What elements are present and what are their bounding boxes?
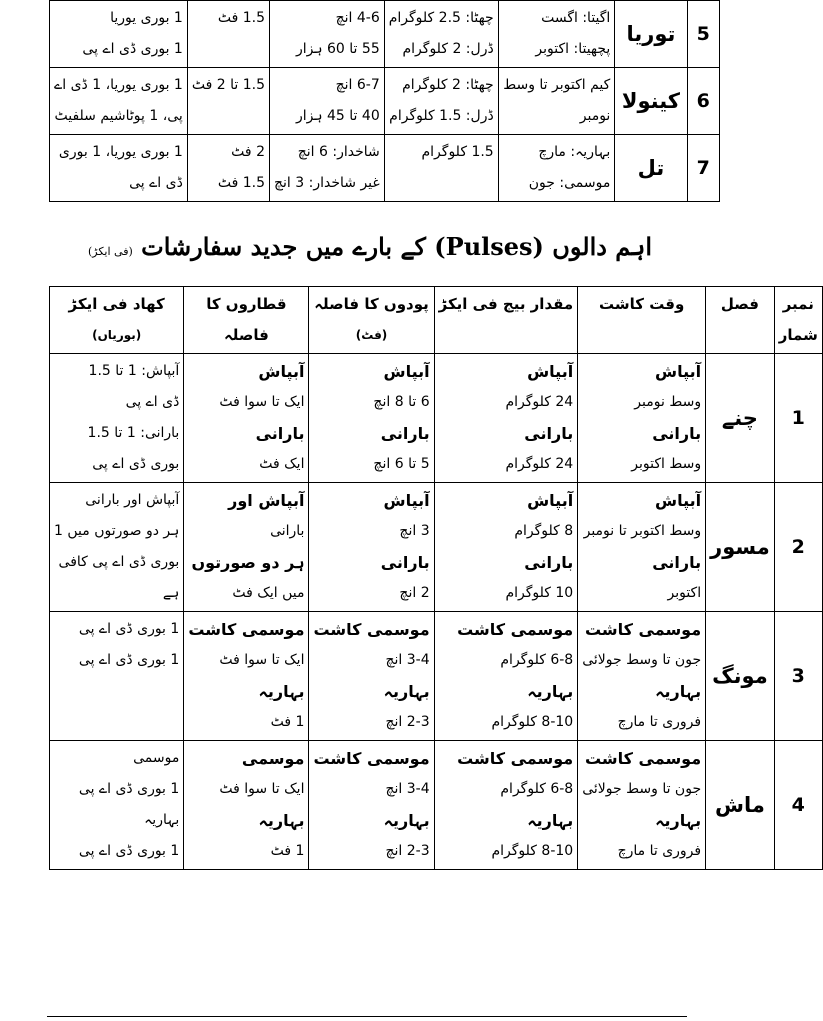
cell-line: 55 تا 60 ہزار xyxy=(295,41,380,57)
cell-line: ایک تا سوا فٹ xyxy=(219,781,305,797)
pulses-header-row xyxy=(50,287,823,354)
cell-line: ہر دو صورتوں xyxy=(191,553,305,572)
header-text: کھاد فی ایکڑ xyxy=(68,295,165,313)
header-text: فصل xyxy=(720,295,759,313)
crop-row xyxy=(50,68,720,135)
cell-line: ڈرل: 1.5 کلوگرام xyxy=(389,108,494,124)
cell-line: پچھیتا: اکتوبر xyxy=(535,41,611,57)
cell-line: کیم اکتوبر تا وسط xyxy=(503,77,611,93)
crop-name: ماش xyxy=(714,793,765,817)
cell-line: ڈی اے پی xyxy=(125,394,180,410)
crop-name: توریا xyxy=(626,22,676,46)
pulses-section-title xyxy=(60,232,680,261)
cell-line: بہاریہ xyxy=(383,811,430,830)
cell-num xyxy=(687,1,719,68)
cell-line: بہاریہ xyxy=(655,811,702,830)
cell-line: 3-4 انچ xyxy=(385,781,430,797)
cell-line: 5 تا 6 انچ xyxy=(373,456,430,472)
cell-line: فروری تا مارچ xyxy=(617,714,702,730)
cell-line: ایک فٹ xyxy=(259,456,305,472)
cell-line: 6 تا 8 انچ xyxy=(373,394,430,410)
cell-line: بہاریہ xyxy=(527,811,574,830)
cell-line: اگیتا: اگست xyxy=(541,10,611,26)
cell-line: وسط اکتوبر xyxy=(631,456,702,472)
cell-num xyxy=(774,354,822,483)
cell-line: نومبر xyxy=(579,108,611,124)
cell-line: موسمی کاشت xyxy=(457,620,574,639)
cell-time xyxy=(498,1,615,68)
cell-line: بارانی xyxy=(524,424,574,443)
header-text: وقت کاشت xyxy=(599,295,685,313)
crop-name: کینولا xyxy=(621,89,681,113)
cell-plant xyxy=(309,612,434,741)
cell-line: بہاریہ xyxy=(527,682,574,701)
cell-line: موسمی xyxy=(241,749,305,768)
cell-line: 1 فٹ xyxy=(270,714,305,730)
cell-line: بارانی xyxy=(652,553,702,572)
cell-line: 1.5 کلوگرام xyxy=(421,144,494,160)
cell-fert xyxy=(50,612,184,741)
header-text: فاصلہ xyxy=(223,326,269,344)
cell-line: موسمی کاشت xyxy=(584,620,702,639)
crop-row xyxy=(50,135,720,202)
cell-line: ایک تا سوا فٹ xyxy=(219,652,305,668)
upper-crop-table xyxy=(49,0,720,202)
cell-line: 4-6 انچ xyxy=(335,10,380,26)
cell-line: 1.5 تا 2 فٹ xyxy=(191,77,265,93)
cell-line: بوری ڈی اے پی کافی xyxy=(58,554,180,570)
cell-line: بارانی xyxy=(270,523,305,539)
cell-line: بارانی: 1 تا 1.5 xyxy=(87,425,180,441)
cell-line: 2 انچ xyxy=(399,585,430,601)
cell-row xyxy=(184,741,309,870)
cell-line: 40 تا 45 ہزار xyxy=(295,108,380,124)
cell-line: آبپاش: 1 تا 1.5 xyxy=(88,363,180,379)
header-text: (فٹ) xyxy=(355,328,388,342)
cell-line: ہے xyxy=(162,585,180,601)
row-number: 2 xyxy=(791,536,805,558)
cell-line: 1 بوری ڈی اے پی xyxy=(82,41,183,57)
cell-seed xyxy=(434,354,578,483)
row-number: 6 xyxy=(696,90,710,112)
row-number: 7 xyxy=(696,157,710,179)
cell-line: 1 بوری یوریا، 1 بوری xyxy=(58,144,183,160)
pulse-row xyxy=(50,612,823,741)
cell-row xyxy=(187,1,269,68)
cell-row xyxy=(187,68,269,135)
cell-fert xyxy=(50,354,184,483)
cell-line: 6-8 کلوگرام xyxy=(500,781,574,797)
cell-line: بہاریہ xyxy=(258,682,305,701)
cell-plant xyxy=(269,68,384,135)
cell-line: 10 کلوگرام xyxy=(505,585,574,601)
cell-line: 1 بوری ڈی اے پی xyxy=(78,652,180,668)
cell-line: 1 بوری یوریا xyxy=(110,10,183,26)
header-plant xyxy=(309,287,434,354)
cell-line: آبپاش xyxy=(383,362,430,381)
crop-name: مسور xyxy=(710,535,770,559)
cell-time xyxy=(578,612,706,741)
cell-num xyxy=(774,741,822,870)
row-number: 4 xyxy=(791,794,805,816)
cell-line: بہاریہ xyxy=(383,682,430,701)
cell-line: وسط اکتوبر تا نومبر xyxy=(583,523,702,539)
cell-line: اکتوبر xyxy=(667,585,702,601)
cell-line: 6-7 انچ xyxy=(335,77,380,93)
cell-time xyxy=(578,354,706,483)
cell-crop xyxy=(706,354,775,483)
row-number: 3 xyxy=(791,665,805,687)
cell-line: 2-3 انچ xyxy=(385,714,430,730)
cell-line: آبپاش اور xyxy=(228,491,305,510)
cell-line: موسمی کاشت xyxy=(313,749,430,768)
crop-name: تل xyxy=(637,156,665,180)
cell-line: ڈی اے پی xyxy=(129,175,183,191)
cell-line: آبپاش xyxy=(655,491,702,510)
crop-name: چنے xyxy=(721,406,758,430)
cell-seed xyxy=(384,68,498,135)
cell-seed xyxy=(434,612,578,741)
cell-line: 1.5 فٹ xyxy=(217,10,265,26)
cell-line: جون تا وسط جولائی xyxy=(582,652,702,668)
cell-line: موسمی کاشت xyxy=(457,749,574,768)
crop-row xyxy=(50,1,720,68)
cell-line: بارانی xyxy=(524,553,574,572)
cell-line: 1 بوری ڈی اے پی xyxy=(78,843,180,859)
cell-fert xyxy=(50,1,188,68)
header-text: شمار xyxy=(778,326,818,344)
cell-row xyxy=(187,135,269,202)
cell-line: 2-3 انچ xyxy=(385,843,430,859)
cell-line: 8-10 کلوگرام xyxy=(491,843,574,859)
cell-num xyxy=(687,68,719,135)
cell-time xyxy=(498,135,615,202)
cell-line: موسمی: جون xyxy=(528,175,611,191)
cell-line: بہاریہ xyxy=(258,811,305,830)
cell-line: میں ایک فٹ xyxy=(232,585,305,601)
cell-line: آبپاش xyxy=(527,362,574,381)
cell-seed xyxy=(384,1,498,68)
cell-line: 6-8 کلوگرام xyxy=(500,652,574,668)
cell-num xyxy=(687,135,719,202)
cell-line: بارانی xyxy=(380,424,430,443)
cell-line: 1 فٹ xyxy=(270,843,305,859)
cell-line: شاخدار: 6 انچ xyxy=(297,144,380,160)
cell-line: غیر شاخدار: 3 انچ xyxy=(273,175,380,191)
cell-crop xyxy=(615,1,687,68)
crop-name: مونگ xyxy=(712,664,768,688)
cell-line: چھٹا: 2 کلوگرام xyxy=(402,77,494,93)
pulses-title-text: اہم دالوں (Pulses) کے بارے میں جدید سفارشات xyxy=(141,232,653,261)
cell-line: آبپاش اور بارانی xyxy=(85,492,180,508)
cell-line: جون تا وسط جولائی xyxy=(582,781,702,797)
cell-line: ڈرل: 2 کلوگرام xyxy=(402,41,494,57)
cell-crop xyxy=(706,483,775,612)
cell-line: 1 بوری یوریا، 1 ڈی اے xyxy=(54,77,183,93)
cell-time xyxy=(498,68,615,135)
pulse-row xyxy=(50,483,823,612)
cell-line: آبپاش xyxy=(655,362,702,381)
cell-line: بارانی xyxy=(380,553,430,572)
cell-line: بارانی xyxy=(255,424,305,443)
cell-line: ایک تا سوا فٹ xyxy=(219,394,305,410)
cell-plant xyxy=(309,741,434,870)
cell-crop xyxy=(615,135,687,202)
header-row xyxy=(184,287,309,354)
cell-plant xyxy=(309,354,434,483)
cell-crop xyxy=(615,68,687,135)
header-fert xyxy=(50,287,184,354)
cell-line: موسمی xyxy=(133,750,180,766)
header-text: (بوریاں) xyxy=(92,328,142,342)
header-text: قطاروں کا xyxy=(206,295,287,313)
cell-line: 1 بوری ڈی اے پی xyxy=(78,781,180,797)
pulse-row xyxy=(50,354,823,483)
cell-line: آبپاش xyxy=(527,491,574,510)
header-text: پودوں کا فاصلہ xyxy=(314,295,429,313)
cell-fert xyxy=(50,68,188,135)
row-number: 1 xyxy=(791,407,805,429)
row-number: 5 xyxy=(696,23,710,45)
header-seed xyxy=(434,287,578,354)
cell-line: 8 کلوگرام xyxy=(514,523,574,539)
cell-line: بہاریہ xyxy=(655,682,702,701)
cell-time xyxy=(578,483,706,612)
cell-seed xyxy=(434,741,578,870)
pulses-table xyxy=(49,286,823,870)
header-num xyxy=(774,287,822,354)
bottom-divider xyxy=(47,1016,687,1017)
cell-line: موسمی کاشت xyxy=(313,620,430,639)
cell-num xyxy=(774,612,822,741)
cell-plant xyxy=(269,1,384,68)
cell-line: 24 کلوگرام xyxy=(505,456,574,472)
cell-row xyxy=(184,354,309,483)
cell-line: ہر دو صورتوں میں 1 xyxy=(54,523,180,539)
cell-fert xyxy=(50,483,184,612)
cell-row xyxy=(184,483,309,612)
cell-line: 1 بوری ڈی اے پی xyxy=(78,621,180,637)
cell-crop xyxy=(706,741,775,870)
cell-line: پی، 1 پوٹاشیم سلفیٹ xyxy=(54,108,183,124)
cell-line: فروری تا مارچ xyxy=(617,843,702,859)
cell-line: آبپاش xyxy=(258,362,305,381)
cell-num xyxy=(774,483,822,612)
cell-crop xyxy=(706,612,775,741)
cell-line: 24 کلوگرام xyxy=(505,394,574,410)
cell-line: بہاریہ xyxy=(144,812,180,828)
cell-line: 3-4 انچ xyxy=(385,652,430,668)
header-time xyxy=(578,287,706,354)
cell-row xyxy=(184,612,309,741)
cell-line: بوری ڈی اے پی xyxy=(92,456,180,472)
cell-seed xyxy=(384,135,498,202)
cell-line: بارانی xyxy=(652,424,702,443)
pulses-unit-note: (فی ایکڑ) xyxy=(87,245,133,258)
cell-line: موسمی کاشت xyxy=(188,620,305,639)
cell-time xyxy=(578,741,706,870)
cell-line: بہاریہ: مارچ xyxy=(538,144,611,160)
cell-line: 1.5 فٹ xyxy=(217,175,265,191)
cell-line: موسمی کاشت xyxy=(584,749,702,768)
cell-line: وسط نومبر xyxy=(634,394,702,410)
cell-plant xyxy=(309,483,434,612)
cell-line: آبپاش xyxy=(383,491,430,510)
pulse-row xyxy=(50,741,823,870)
header-text: نمبر xyxy=(782,295,814,313)
cell-seed xyxy=(434,483,578,612)
cell-line: 2 فٹ xyxy=(231,144,265,160)
header-crop xyxy=(706,287,775,354)
cell-plant xyxy=(269,135,384,202)
cell-line: 8-10 کلوگرام xyxy=(491,714,574,730)
cell-line: چھٹا: 2.5 کلوگرام xyxy=(388,10,494,26)
cell-fert xyxy=(50,135,188,202)
cell-fert xyxy=(50,741,184,870)
cell-line: 3 انچ xyxy=(399,523,430,539)
header-text: مقدار بیج فی ایکڑ xyxy=(438,295,574,313)
